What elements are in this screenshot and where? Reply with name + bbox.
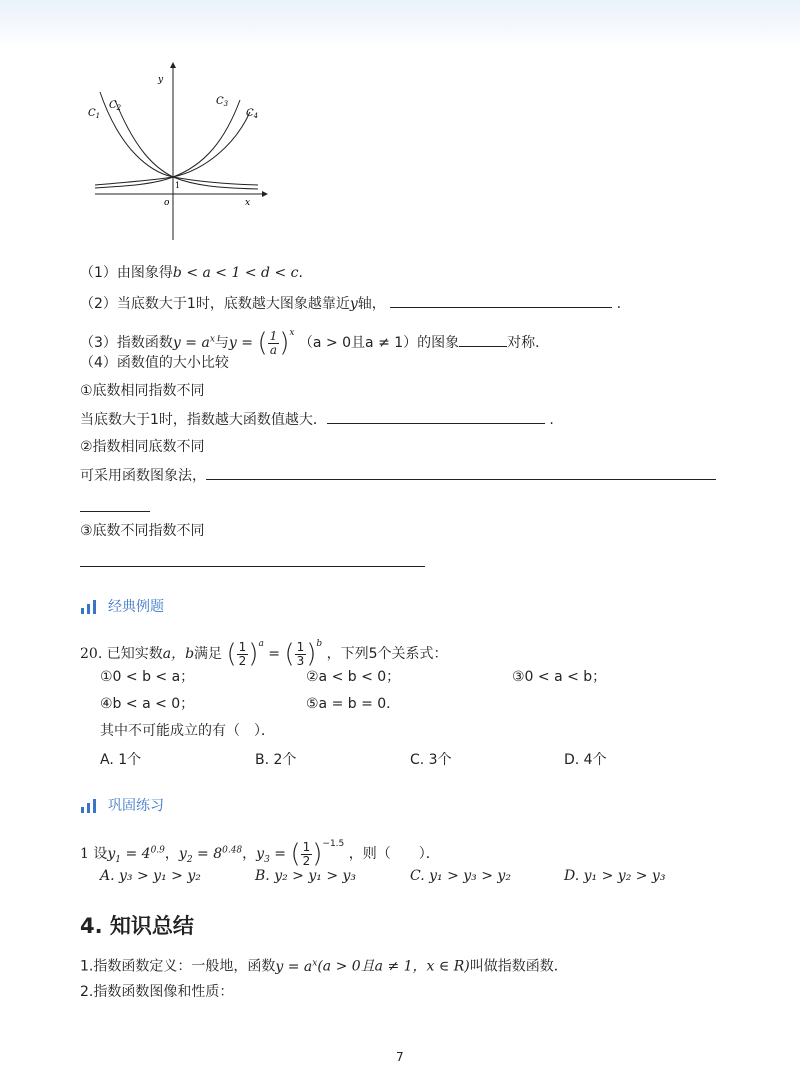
line-2-axis: 轴， [357, 296, 386, 312]
line-6-end: . [549, 412, 554, 428]
line-3-f1: $y = a^x$ [172, 334, 215, 351]
q20-mid: 满足 [194, 646, 223, 662]
q21-post: ，则（ ）． [348, 846, 440, 862]
blank-8-continued[interactable] [80, 511, 150, 512]
line-5: ①底数相同指数不同 [80, 383, 205, 399]
line-3-text: （3）指数函数 [80, 335, 173, 351]
q21-number: 1 [80, 846, 89, 862]
q21-option-d[interactable]: D. y₁ > y₂ > y₃ [564, 868, 666, 884]
x-axis-label: x [245, 198, 251, 208]
q20-number: 20. [80, 646, 103, 662]
line-3: （3）指数函数$y = a^x$与y = ( $\frac{1}{a}$ )$^x$ （a > 0且a ≠ 1）的图象 对称． [80, 328, 550, 358]
line-8 [80, 465, 716, 486]
line-6 [80, 409, 554, 430]
x-axis-arrow [262, 191, 268, 197]
q20-rel-1: ①0 < b < a； [100, 669, 195, 685]
blank-8[interactable] [206, 465, 716, 480]
q21-option-b[interactable]: B. y₂ > y₁ > y₃ [255, 868, 357, 884]
q20-option-a[interactable]: A. 1个 [100, 752, 142, 768]
summary-line-1 [80, 953, 568, 977]
line-3-f2: y = [228, 335, 253, 351]
line-1 [80, 263, 303, 283]
line-6-text: 当底数大于1时，指数越大函数值越大． [80, 412, 327, 428]
q21-fraction: $\frac{1}{2}$ [302, 839, 311, 868]
page-header-band [0, 0, 800, 48]
section-practice [80, 795, 164, 815]
q20-rel-2: ②a < b < 0； [306, 669, 401, 685]
curve-c2 [115, 100, 258, 189]
line-3-mid: 与 [214, 335, 229, 351]
line-1-end: . [298, 265, 303, 281]
q20-option-b[interactable]: B. 2个 [255, 752, 297, 768]
line-3-fraction: $\frac{1}{a}$ [269, 328, 278, 357]
blank-2[interactable] [390, 293, 612, 308]
q21-y2: $y_2 = 8^{0.48}$ [178, 845, 243, 865]
q20-option-c[interactable]: C. 3个 [410, 752, 452, 768]
summary-1-math: $y = a^x$ [275, 958, 318, 975]
section-examples [80, 596, 164, 616]
y-axis-label: y [158, 75, 164, 85]
line-3-post: 对称． [507, 335, 550, 351]
summary-1-text: 1.指数函数定义：一般地，函数 [80, 958, 276, 975]
line-2 [80, 293, 621, 314]
page-number: 7 [396, 1050, 404, 1064]
line-3-cond: （a > 0且a ≠ 1）的图象 [298, 335, 460, 351]
line-1-text: （1）由图象得 [80, 265, 173, 281]
line-1-math: b < a < 1 < d < c [172, 265, 299, 281]
q20-vars: a，b [162, 646, 195, 662]
q21-option-a[interactable]: A. y₃ > y₁ > y₂ [100, 868, 201, 884]
q20-rel-3: ③0 < a < b； [512, 669, 607, 685]
section-title-examples: 经典例题 [108, 599, 164, 615]
c4-label: $C_4$ [246, 108, 259, 120]
line-4: （4）函数值的大小比较 [80, 355, 229, 371]
q20-post: ，下列5个关系式： [326, 646, 448, 662]
blank-9[interactable] [80, 566, 425, 567]
section-title-practice: 巩固练习 [108, 798, 164, 814]
q20-stem: 20. 已知实数a，b满足 ( $\frac{1}{2}$ )$^a$ = ( $\frac{1}{3}$ )$^b$ ，下列5个关系式： [80, 639, 448, 669]
q21-option-c[interactable]: C. y₁ > y₃ > y₂ [410, 868, 511, 884]
bar-chart-icon [80, 799, 98, 813]
curve-c1 [100, 92, 258, 185]
blank-6[interactable] [327, 409, 545, 424]
q20-ask: 其中不可能成立的有（ ）． [100, 723, 275, 739]
exponential-graph-figure [80, 60, 270, 245]
q20-rel-4: ④b < a < 0； [100, 696, 195, 712]
q20-equals: = [268, 646, 280, 662]
curve-c3 [95, 100, 240, 188]
y-axis-arrow [170, 62, 176, 68]
origin-label: o [164, 198, 170, 208]
summary-heading: 4. 知识总结 [80, 914, 194, 938]
bar-chart-icon [80, 600, 98, 614]
line-8-text: 可采用函数图象法， [80, 468, 206, 484]
c1-label: $C_1$ [88, 108, 101, 120]
line-2-text: （2）当底数大于1时，底数越大图象越靠近 [80, 296, 350, 312]
c3-label: $C_3$ [216, 96, 229, 108]
line-2-end: . [616, 296, 622, 312]
q21-y3: $y_3$ = [256, 846, 286, 865]
point-one-label: 1 [175, 181, 181, 190]
summary-1-cond: (a > 0且a ≠ 1，x ∈ R) [317, 958, 470, 975]
q21-y1: $y_1 = 4^{0.9}$ [107, 845, 165, 865]
q20-pre: 已知实数 [106, 646, 163, 662]
q21-stem: 1 设$y_1 = 4^{0.9}$，$y_2 = 8^{0.48}$，$y_3$ = ( $\frac{1}{2}$ )$^{-1.5}$ ，则（ ）． [80, 839, 440, 869]
line-9: ③底数不同指数不同 [80, 523, 205, 539]
summary-1-post: 叫做指数函数． [469, 958, 568, 975]
c2-label: $C_2$ [109, 100, 122, 112]
line-7: ②指数相同底数不同 [80, 439, 205, 455]
q21-pre: 设 [93, 846, 108, 862]
blank-3[interactable] [459, 332, 507, 347]
line-2-y: y [349, 296, 358, 312]
q20-fraction-1: $\frac{1}{2}$ [238, 639, 247, 668]
q20-fraction-2: $\frac{1}{3}$ [296, 639, 305, 668]
q20-option-d[interactable]: D. 4个 [564, 752, 607, 768]
summary-line-2: 2.指数函数图像和性质： [80, 984, 234, 1000]
q20-rel-5: ⑤a = b = 0． [306, 696, 401, 712]
